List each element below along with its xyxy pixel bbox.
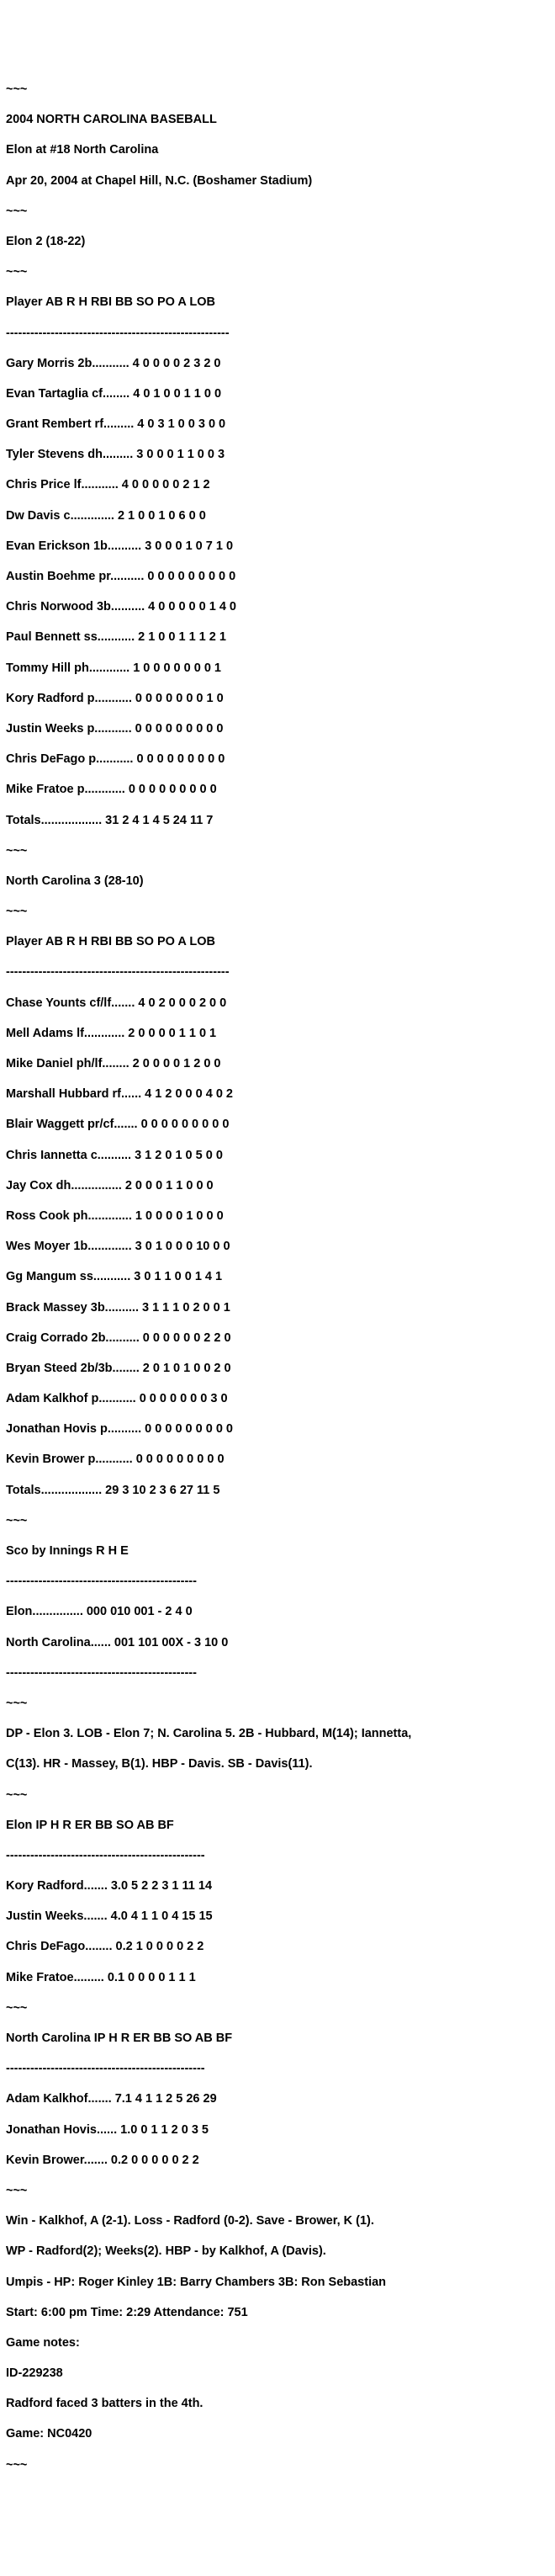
text-line: Austin Boehme pr.......... 0 0 0 0 0 0 0 0 0	[6, 570, 236, 583]
text-line: Kevin Brower p........... 0 0 0 0 0 0 0 0 0	[6, 1453, 225, 1467]
text-line: Jonathan Hovis...... 1.0 0 1 1 2 0 3 5	[6, 2122, 209, 2137]
text-line: ~~~	[6, 905, 28, 919]
text-line: Chris Iannetta c.......... 3 1 2 0 1 0 5 0 0	[6, 1148, 223, 1162]
text-line: Mell Adams lf............ 2 0 0 0 0 1 1 0 1	[6, 1026, 217, 1040]
text-line: -------------------------------------------------	[6, 1848, 205, 1862]
text-line: Umpis - HP: Roger Kinley 1B: Barry Chambers 3B: Ron Sebastian	[6, 2275, 387, 2289]
text-line: Player AB R H RBI BB SO PO A LOB	[6, 935, 215, 949]
text-line: Mike Daniel ph/lf........ 2 0 0 0 0 1 2 0 0	[6, 1057, 221, 1070]
text-line: ~~~	[6, 1787, 28, 1802]
text-line: Mike Fratoe......... 0.1 0 0 0 0 1 1 1	[6, 1970, 196, 1984]
text-line: Evan Erickson 1b.......... 3 0 0 0 1 0 7 1 0	[6, 539, 234, 553]
text-line: Wes Moyer 1b............. 3 0 1 0 0 0 10 0 0	[6, 1240, 230, 1254]
text-line: -------------------------------------------------	[6, 2062, 205, 2076]
text-line: Chris DeFago........ 0.2 1 0 0 0 0 2 2	[6, 1940, 204, 1954]
text-line: Totals.................. 29 3 10 2 3 6 27 11 5	[6, 1483, 220, 1497]
text-line: ~~~	[6, 265, 28, 279]
text-line: Brack Massey 3b.......... 3 1 1 1 0 2 0 0 1	[6, 1300, 230, 1315]
text-line: C(13). HR - Massey, B(1). HBP - Davis. SB - Davis(11).	[6, 1757, 313, 1771]
text-line: Elon............... 000 010 001 - 2 4 0	[6, 1605, 193, 1619]
text-line: Chris DeFago p........... 0 0 0 0 0 0 0 0 0	[6, 752, 225, 767]
text-line: Gg Mangum ss........... 3 0 1 1 0 0 1 4 1	[6, 1270, 223, 1284]
text-line: Kevin Brower....... 0.2 0 0 0 0 0 2 2	[6, 2153, 199, 2167]
text-line: Game notes:	[6, 2335, 80, 2350]
text-line: Ross Cook ph............. 1 0 0 0 0 1 0 0 0	[6, 1208, 224, 1223]
text-line: 2004 NORTH CAROLINA BASEBALL	[6, 113, 217, 127]
text-line: -----------------------------------------------	[6, 1665, 197, 1680]
text-line: Justin Weeks p........... 0 0 0 0 0 0 0 0 0	[6, 721, 224, 736]
text-line: Sco by Innings R H E	[6, 1544, 129, 1558]
text-line: Jay Cox dh............... 2 0 0 0 1 1 0 0 0	[6, 1178, 214, 1192]
text-line: Bryan Steed 2b/3b........ 2 0 1 0 1 0 0 2 0	[6, 1361, 231, 1375]
text-line: Elon 2 (18-22)	[6, 234, 86, 248]
text-line: ~~~	[6, 2000, 28, 2015]
text-line: DP - Elon 3. LOB - Elon 7; N. Carolina 5. 2B - Hubbard, M(14); Iannetta,	[6, 1727, 412, 1741]
text-line: Justin Weeks....... 4.0 4 1 1 0 4 15 15	[6, 1909, 213, 1924]
text-line: Totals.................. 31 2 4 1 4 5 24 11 7	[6, 813, 214, 827]
text-line: Blair Waggett pr/cf....... 0 0 0 0 0 0 0 0 0	[6, 1118, 230, 1132]
text-line: Dw Davis c............. 2 1 0 0 1 0 6 0 0	[6, 508, 206, 523]
text-line: ~~~	[6, 843, 28, 858]
text-line: ~~~	[6, 1696, 28, 1710]
text-line: Chris Price lf........... 4 0 0 0 0 0 2 1 2	[6, 478, 210, 492]
text-line: Evan Tartaglia cf........ 4 0 1 0 0 1 1 0 0	[6, 386, 222, 401]
text-line: North Carolina...... 001 101 00X - 3 10 0	[6, 1635, 229, 1649]
text-line: Start: 6:00 pm Time: 2:29 Attendance: 751	[6, 2305, 248, 2319]
text-line: ~~~	[6, 2457, 28, 2472]
text-line: ~~~	[6, 82, 28, 96]
text-line: Kory Radford p........... 0 0 0 0 0 0 0 1 0	[6, 691, 224, 705]
text-line: Tyler Stevens dh......... 3 0 0 0 1 1 0 0 3	[6, 448, 225, 462]
text-line: Adam Kalkhof p........... 0 0 0 0 0 0 0 3 0	[6, 1392, 228, 1406]
text-line: ~~~	[6, 204, 28, 218]
text-line: Player AB R H RBI BB SO PO A LOB	[6, 295, 215, 310]
text-line: Marshall Hubbard rf...... 4 1 2 0 0 0 4 0 2	[6, 1087, 233, 1102]
text-line: Kory Radford....... 3.0 5 2 2 3 1 11 14	[6, 1879, 213, 1893]
text-line: Jonathan Hovis p.......... 0 0 0 0 0 0 0 0 0	[6, 1422, 233, 1437]
text-line: Adam Kalkhof....... 7.1 4 1 1 2 5 26 29	[6, 2092, 217, 2106]
text-line: -------------------------------------------------------	[6, 326, 230, 340]
text-line: Apr 20, 2004 at Chapel Hill, N.C. (Boshamer Stadium)	[6, 173, 313, 188]
text-line: -----------------------------------------------	[6, 1575, 197, 1589]
text-line: Radford faced 3 batters in the 4th.	[6, 2397, 204, 2411]
box-score-document	[6, 74, 552, 2480]
text-line: Craig Corrado 2b.......... 0 0 0 0 0 0 2 2 0	[6, 1330, 231, 1345]
text-line: Grant Rembert rf......... 4 0 3 1 0 0 3 0 0	[6, 417, 226, 432]
text-line: Chase Younts cf/lf....... 4 0 2 0 0 0 2 0 0	[6, 996, 227, 1010]
text-line: ~~~	[6, 2183, 28, 2197]
text-line: Gary Morris 2b........... 4 0 0 0 0 2 3 2 0	[6, 356, 221, 370]
text-line: ~~~	[6, 1513, 28, 1527]
text-line: Win - Kalkhof, A (2-1). Loss - Radford (0-2). Save - Brower, K (1).	[6, 2214, 374, 2228]
text-line: Elon at #18 North Carolina	[6, 143, 159, 157]
text-line: North Carolina IP H R ER BB SO AB BF	[6, 2032, 233, 2045]
text-line: North Carolina 3 (28-10)	[6, 874, 144, 888]
text-line: Mike Fratoe p............ 0 0 0 0 0 0 0 0 0	[6, 783, 217, 797]
text-line: Elon IP H R ER BB SO AB BF	[6, 1818, 174, 1832]
text-line: Game: NC0420	[6, 2427, 92, 2441]
text-line: ID-229238	[6, 2366, 63, 2381]
text-line: -------------------------------------------------------	[6, 965, 230, 980]
text-line: Paul Bennett ss........... 2 1 0 0 1 1 1 2 1	[6, 630, 226, 645]
text-line: Chris Norwood 3b.......... 4 0 0 0 0 0 1 4 0	[6, 600, 236, 614]
text-line: Tommy Hill ph............ 1 0 0 0 0 0 0 0 1	[6, 661, 221, 675]
text-line: WP - Radford(2); Weeks(2). HBP - by Kalkhof, A (Davis).	[6, 2244, 326, 2259]
